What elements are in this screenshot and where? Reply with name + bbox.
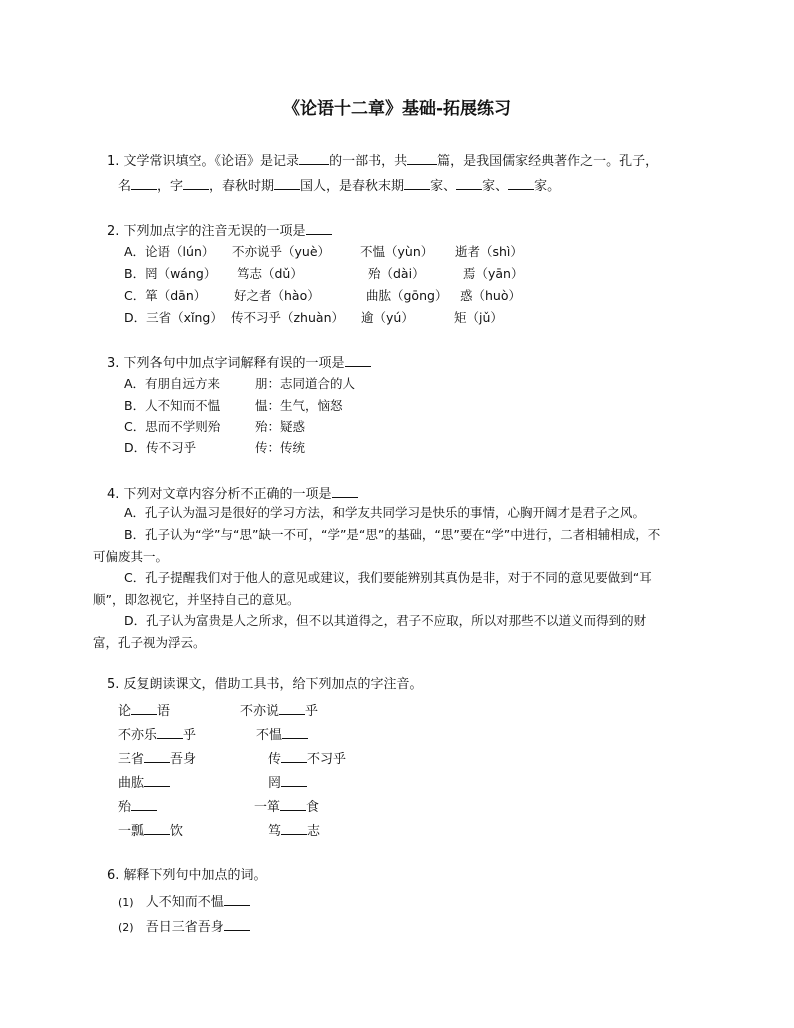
option-part: 逝者（shì） — [455, 244, 523, 259]
question-6-stem — [107, 867, 267, 885]
q5-item-text: 曲肱 — [118, 776, 145, 791]
question-1-line-1 — [107, 150, 658, 171]
option-part: 殆：疑惑 — [255, 419, 306, 434]
q5-item-text: 三省 — [118, 752, 145, 767]
answer-blank[interactable] — [144, 820, 170, 835]
answer-blank[interactable] — [274, 175, 300, 190]
question-1-line-2 — [118, 175, 560, 196]
option-part: D．三省（xǐng） — [124, 310, 223, 325]
option-part: 愠：生气，恼怒 — [255, 398, 343, 413]
q2-stem-text: 下列加点字的注音无误的一项是 — [123, 224, 306, 239]
answer-blank[interactable] — [281, 772, 307, 787]
question-4-number: 4. — [107, 487, 120, 502]
option-part: B．人不知而不愠 — [124, 398, 221, 413]
answer-blank[interactable] — [404, 175, 430, 190]
answer-blank[interactable] — [157, 724, 183, 739]
answer-blank[interactable] — [279, 700, 305, 715]
option-part: 不愠（yùn） — [360, 244, 434, 259]
q5-stem-text: 反复朗读课文，借助工具书，给下列加点的字注音。 — [123, 677, 423, 692]
answer-blank[interactable] — [508, 175, 534, 190]
answer-blank[interactable] — [183, 175, 209, 190]
q5-item — [118, 820, 183, 841]
q1-text: 家、 — [482, 179, 509, 194]
q1-text: ，字 — [157, 179, 184, 194]
q5-item-text: 论 — [118, 704, 132, 719]
q1-text: 的一部书，共 — [329, 154, 408, 169]
answer-blank[interactable] — [345, 352, 371, 367]
q5-item-text: 笃 — [268, 824, 282, 839]
q5-item-text: 乎 — [305, 704, 319, 719]
q5-item — [118, 748, 196, 769]
q1-text: ，春秋时期 — [209, 179, 275, 194]
q6-item-number: (2) — [118, 921, 134, 934]
answer-blank[interactable] — [144, 748, 170, 763]
option-part: C．思而不学则殆 — [124, 419, 221, 434]
q5-item-text: 食 — [306, 800, 320, 815]
q5-item — [118, 796, 157, 817]
option-part: A．有朋自远方来 — [124, 376, 221, 391]
option-part: 朋：志同道合的人 — [255, 376, 356, 391]
answer-blank[interactable] — [407, 150, 437, 165]
q5-item-text: 殆 — [118, 800, 132, 815]
question-3-number: 3. — [107, 356, 120, 371]
q5-item — [118, 772, 170, 793]
q5-item — [268, 772, 307, 793]
answer-blank[interactable] — [224, 891, 250, 906]
answer-blank[interactable] — [281, 820, 307, 835]
question-2-number: 2. — [107, 224, 120, 239]
q6-stem-text: 解释下列句中加点的词。 — [123, 868, 267, 883]
option-part: 惑（huò） — [460, 288, 521, 303]
answer-blank[interactable] — [306, 220, 332, 235]
q5-item — [240, 700, 318, 721]
q4-option-d-line-2: 富，孔子视为浮云。 — [93, 635, 206, 650]
q4-option-c-line-1: C．孔子提醒我们对于他人的意见或建议，我们要能辨别其真伪是非，对于不同的意见要做到“耳 — [124, 570, 652, 585]
q3-stem-text: 下列各句中加点字词解释有误的一项是 — [123, 356, 345, 371]
q4-option-a: A．孔子认为温习是很好的学习方法，和学友共同学习是快乐的事情，心胸开阔才是君子之风。 — [124, 505, 646, 520]
option-part: 逾（yú） — [361, 310, 414, 325]
q4-option-c-line-2: 顺”，即忽视它，并坚持自己的意见。 — [93, 592, 300, 607]
question-1-number: 1. — [107, 154, 120, 169]
option-part: C．箪（dān） — [124, 288, 207, 303]
option-part: 传不习乎（zhuàn） — [231, 310, 344, 325]
question-4-stem — [107, 483, 358, 504]
q5-item-text: 饮 — [170, 824, 184, 839]
q6-item-number: (1) — [118, 896, 134, 909]
answer-blank[interactable] — [144, 772, 170, 787]
q6-item-2 — [118, 916, 250, 937]
q6-item-1 — [118, 891, 250, 912]
q5-item — [118, 700, 170, 721]
q1-text: 文学常识填空。《论语》是记录 — [123, 154, 300, 169]
question-5-stem — [107, 676, 423, 694]
q5-item-text: 不愠 — [256, 728, 283, 743]
q4-stem-text: 下列对文章内容分析不正确的一项是 — [123, 487, 332, 502]
q5-item-text: 不亦说 — [240, 704, 280, 719]
page-title: 《论语十二章》基础-拓展练习 — [282, 99, 512, 119]
answer-blank[interactable] — [131, 175, 157, 190]
answer-blank[interactable] — [332, 483, 358, 498]
option-part: 好之者（hào） — [234, 288, 320, 303]
answer-blank[interactable] — [224, 916, 250, 931]
q5-item-text: 乎 — [183, 728, 197, 743]
answer-blank[interactable] — [131, 700, 157, 715]
option-part: 矩（jǔ） — [454, 310, 503, 325]
q5-item-text: 一箪 — [254, 800, 281, 815]
q5-item-text: 不习乎 — [307, 752, 347, 767]
option-part: 曲肱（gōng） — [366, 288, 448, 303]
q5-item — [256, 724, 308, 745]
answer-blank[interactable] — [456, 175, 482, 190]
q5-item-text: 传 — [268, 752, 282, 767]
option-part: A．论语（lún） — [124, 244, 215, 259]
q6-item-text: 人不知而不愠 — [145, 895, 224, 910]
answer-blank[interactable] — [299, 150, 329, 165]
question-3-stem — [107, 352, 371, 373]
answer-blank[interactable] — [280, 796, 306, 811]
q1-text: 家、 — [430, 179, 457, 194]
q1-text: 篇，是我国儒家经典著作之一。孔子， — [437, 154, 659, 169]
q5-item — [268, 748, 346, 769]
q5-item-text: 一瓢 — [118, 824, 145, 839]
q5-item-text: 罔 — [268, 776, 282, 791]
answer-blank[interactable] — [131, 796, 157, 811]
option-part: 焉（yān） — [463, 266, 524, 281]
option-part: 殆（dài） — [368, 266, 425, 281]
q6-item-text: 吾日三省吾身 — [145, 920, 224, 935]
option-part: 不亦说乎（yuè） — [232, 244, 331, 259]
q5-item-text: 吾身 — [170, 752, 197, 767]
question-6-number: 6. — [107, 868, 120, 883]
option-part: 笃志（dǔ） — [237, 266, 303, 281]
answer-blank[interactable] — [281, 748, 307, 763]
q5-item-text: 语 — [157, 704, 171, 719]
q5-item-text: 不亦乐 — [118, 728, 158, 743]
q1-text: 国人，是春秋末期 — [300, 179, 405, 194]
q4-option-d-line-1: D．孔子认为富贵是人之所求，但不以其道得之，君子不应取，所以对那些不以道义而得到的财 — [124, 613, 647, 628]
option-part: B．罔（wáng） — [124, 266, 217, 281]
q5-item — [268, 820, 320, 841]
question-2-stem — [107, 220, 332, 241]
q4-option-b-line-1: B．孔子认为“学”与“思”缺一不可，“学”是“思”的基础，“思”要在“学”中进行，二者相辅相成，不 — [124, 527, 661, 542]
q5-item-text: 志 — [307, 824, 321, 839]
q4-option-b-line-2: 可偏废其一。 — [93, 549, 169, 564]
q1-text: 名 — [118, 179, 132, 194]
q5-item — [254, 796, 319, 817]
option-part: D．传不习乎 — [124, 440, 197, 455]
option-part: 传：传统 — [255, 440, 306, 455]
q5-item — [118, 724, 196, 745]
answer-blank[interactable] — [282, 724, 308, 739]
q1-text: 家。 — [534, 179, 561, 194]
question-5-number: 5. — [107, 677, 120, 692]
